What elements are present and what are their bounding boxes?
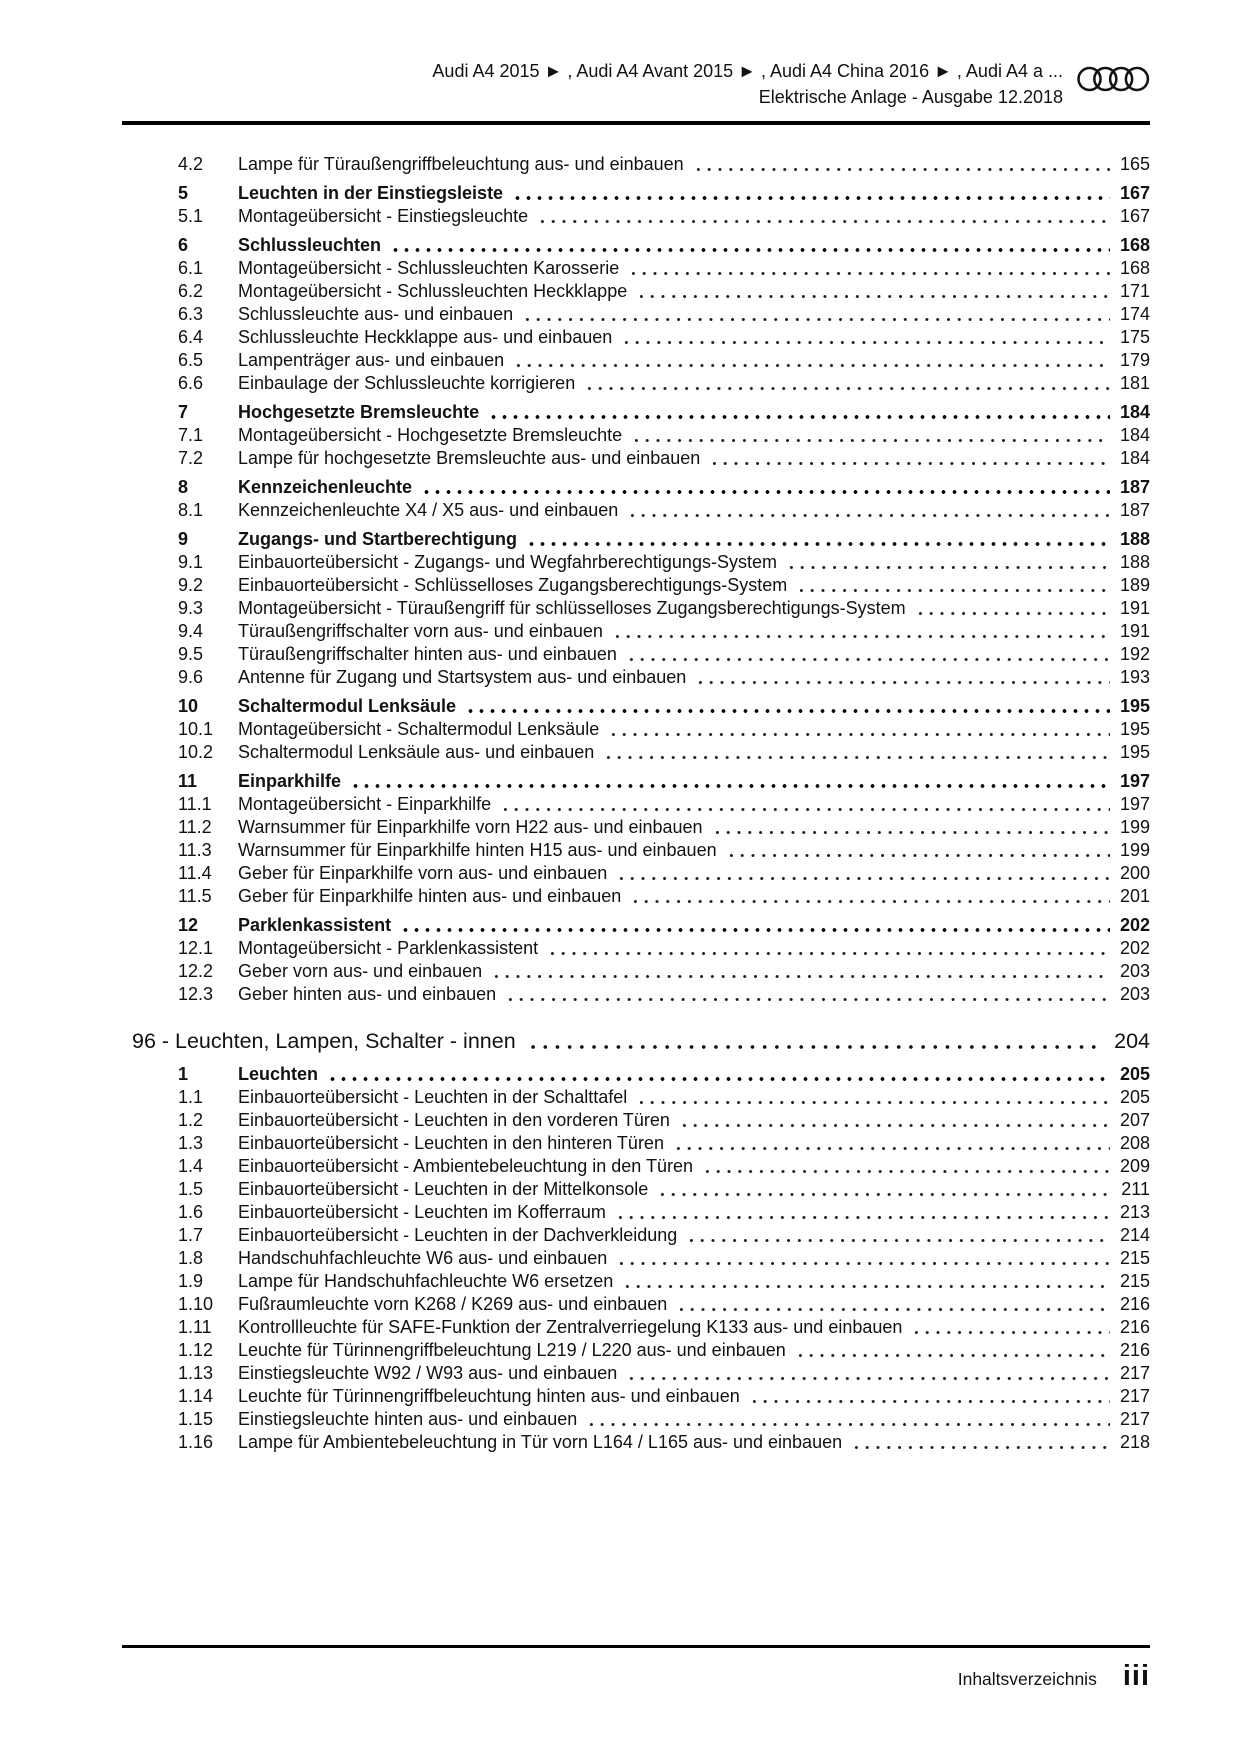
toc-entry-title: Einbauorteübersicht - Leuchten in der Schalttafel — [238, 1087, 628, 1107]
toc-entry-page: 204 — [1114, 1029, 1150, 1053]
toc-row — [122, 1408, 1150, 1431]
toc-entry-number: 10 — [178, 696, 199, 716]
toc-entry-title: Montageübersicht - Schaltermodul Lenksäule — [238, 719, 600, 739]
toc-entry-page: 167 — [1119, 183, 1150, 203]
dot-leader — [693, 666, 1110, 689]
toc-entry-title: Kennzeichenleuchte — [238, 477, 413, 497]
toc-entry-page: 188 — [1119, 529, 1150, 549]
toc-entry-number: 1.10 — [178, 1294, 214, 1314]
toc-row — [122, 326, 1150, 349]
toc-entry-page: 217 — [1119, 1386, 1150, 1406]
toc-entry-title: Leuchte für Türinnengriffbeleuchtung L219 / L220 aus- und einbauen — [238, 1340, 786, 1360]
toc-entry-number: 11.3 — [178, 840, 212, 860]
toc-entry-number: 12.2 — [178, 961, 214, 981]
toc-entry-page: 200 — [1119, 863, 1150, 883]
toc-entry-page: 216 — [1119, 1294, 1150, 1314]
toc-entry-title: Geber vorn aus- und einbauen — [238, 961, 483, 981]
toc-entry-title: Einbauorteübersicht - Schlüsselloses Zugangsberechtigungs-System — [238, 575, 788, 595]
toc-entry-number: 7 — [178, 402, 189, 422]
toc-entry-number: 5 — [178, 183, 189, 203]
toc-entry-number: 11.1 — [178, 794, 212, 814]
toc-entry-page: 195 — [1119, 696, 1150, 716]
toc-row — [122, 1132, 1150, 1155]
toc-entry-page: 215 — [1119, 1248, 1150, 1268]
toc-entry-title: Montageübersicht - Türaußengriff für schlüsselloses Zugangsberechtigungs-System — [238, 598, 906, 618]
toc-row — [122, 551, 1150, 574]
page-footer — [958, 1660, 1150, 1693]
toc-entry-page: 202 — [1119, 915, 1150, 935]
toc-entry-number: 8 — [178, 477, 189, 497]
dot-leader — [601, 741, 1110, 764]
toc-entry-page: 171 — [1119, 281, 1150, 301]
toc-entry-number: 1.16 — [178, 1432, 214, 1452]
toc-entry-page: 175 — [1119, 327, 1150, 347]
toc-entry-page: 167 — [1119, 206, 1150, 226]
toc-entry-title: Lampe für Türaußengriffbeleuchtung aus- und einbauen — [238, 154, 684, 174]
toc-entry-number: 1 — [178, 1064, 189, 1084]
toc-row — [122, 205, 1150, 228]
toc-entry-page: 179 — [1119, 350, 1150, 370]
dot-leader — [626, 257, 1110, 280]
toc-entry-page: 195 — [1119, 719, 1150, 739]
dot-leader — [671, 1132, 1110, 1155]
dot-leader — [674, 1293, 1110, 1316]
toc-entry-page: 209 — [1119, 1156, 1150, 1176]
toc-row — [122, 257, 1150, 280]
toc-entry-page: 192 — [1119, 644, 1150, 664]
toc-row — [122, 499, 1150, 522]
toc-entry-title: Einbauorteübersicht - Ambientebeleuchtung in den Türen — [238, 1156, 693, 1176]
dot-leader — [629, 424, 1110, 447]
toc-entry-title: Türaußengriffschalter vorn aus- und einbauen — [238, 621, 603, 641]
toc-row — [122, 1109, 1150, 1132]
toc-entry-page: 165 — [1119, 154, 1150, 174]
toc-entry-title: Schlussleuchte aus- und einbauen — [238, 304, 514, 324]
dot-leader — [489, 960, 1110, 983]
toc-entry-page: 201 — [1119, 886, 1150, 906]
page-header — [122, 58, 1150, 110]
dot-leader — [463, 695, 1110, 718]
footer-page-number: iii — [1122, 1660, 1150, 1692]
footer-label: Inhaltsverzeichnis — [957, 1669, 1097, 1689]
toc-entry-title: Warnsummer für Einparkhilfe hinten H15 aus- und einbauen — [238, 840, 717, 860]
audi-rings-logo — [1076, 64, 1150, 94]
dot-leader — [498, 793, 1110, 816]
toc-entry-page: 184 — [1119, 425, 1150, 445]
toc-entry-page: 218 — [1119, 1432, 1150, 1452]
toc-row — [122, 303, 1150, 326]
toc-entry-number: 8.1 — [178, 500, 204, 520]
toc-entry-title: Parklenkassistent — [238, 915, 392, 935]
toc-entry-number: 1.7 — [178, 1225, 204, 1245]
dot-leader — [655, 1178, 1110, 1201]
dot-leader — [620, 1270, 1110, 1293]
header-subtitle: Elektrische Anlage - Ausgabe 12.2018 — [758, 87, 1063, 107]
toc-entry-page: 215 — [1119, 1271, 1150, 1291]
dot-leader — [624, 643, 1110, 666]
toc-entry-number: 1.5 — [178, 1179, 204, 1199]
toc-entry-title: Kennzeichenleuchte X4 / X5 aus- und einbauen — [238, 500, 619, 520]
toc-entry-page: 184 — [1119, 448, 1150, 468]
toc-entry-title: Zugangs- und Startberechtigung — [238, 529, 517, 549]
toc-entry-number: 11 — [178, 771, 198, 791]
toc-entry-number: 11.4 — [178, 863, 212, 883]
toc-row — [122, 447, 1150, 470]
toc-row — [122, 1431, 1150, 1454]
toc-entry-title: Antenne für Zugang und Startsystem aus- und einbauen — [238, 667, 687, 687]
dot-leader — [520, 303, 1110, 326]
dot-leader — [610, 620, 1110, 643]
toc-entry-title: Montageübersicht - Parklenkassistent — [238, 938, 539, 958]
dot-leader — [628, 885, 1110, 908]
toc-entry-page: 193 — [1119, 667, 1150, 687]
toc-row — [122, 793, 1150, 816]
toc-entry-number: 9.4 — [178, 621, 204, 641]
toc-row — [122, 1339, 1150, 1362]
toc-entry-page: 199 — [1119, 817, 1150, 837]
toc-entry-title: Montageübersicht - Einstiegsleuchte — [238, 206, 529, 226]
dot-leader — [794, 574, 1110, 597]
toc-entry-number: 5.1 — [178, 206, 204, 226]
toc-entry-title: Fußraumleuchte vorn K268 / K269 aus- und einbauen — [238, 1294, 668, 1314]
toc-entry-number: 6.6 — [178, 373, 204, 393]
toc-entry-title: Schaltermodul Lenksäule aus- und einbauen — [238, 742, 595, 762]
toc-entry-title: Montageübersicht - Hochgesetzte Bremsleuchte — [238, 425, 623, 445]
toc-entry-number: 6.1 — [178, 258, 204, 278]
toc-entry-page: 216 — [1119, 1340, 1150, 1360]
toc-entry-page: 211 — [1121, 1179, 1150, 1199]
dot-leader — [684, 1224, 1110, 1247]
toc-entry-number: 1.2 — [178, 1110, 204, 1130]
toc-row — [122, 1224, 1150, 1247]
toc-row — [122, 424, 1150, 447]
toc-entry-number: 1.13 — [178, 1363, 214, 1383]
toc-row — [122, 741, 1150, 764]
toc-row — [122, 372, 1150, 395]
toc-list — [122, 153, 1150, 1454]
toc-entry-title: Türaußengriffschalter hinten aus- und einbauen — [238, 644, 617, 664]
toc-entry-page: 191 — [1119, 598, 1150, 618]
toc-row — [122, 914, 1150, 937]
toc-entry-page: 168 — [1119, 258, 1150, 278]
dot-leader — [584, 1408, 1110, 1431]
toc-entry-number: 6 — [178, 235, 189, 255]
toc-entry-page: 168 — [1119, 235, 1150, 255]
dot-leader — [606, 718, 1110, 741]
toc-entry-title: Montageübersicht - Schlussleuchten Karosserie — [238, 258, 620, 278]
toc-entry-title: Lampe für hochgesetzte Bremsleuchte aus- und einbauen — [238, 448, 701, 468]
toc-entry-page: 205 — [1119, 1064, 1150, 1084]
toc-row — [122, 1178, 1150, 1201]
toc-entry-title: Einbaulage der Schlussleuchte korrigieren — [238, 373, 576, 393]
toc-entry-title: Einparkhilfe — [238, 771, 342, 791]
toc-entry-page: 189 — [1119, 575, 1150, 595]
toc-entry-title: Einbauorteübersicht - Zugangs- und Wegfahrberechtigungs-System — [238, 552, 777, 572]
toc-row — [122, 1270, 1150, 1293]
toc-entry-title: Handschuhfachleuchte W6 aus- und einbauen — [238, 1248, 608, 1268]
toc-entry-title: Einbauorteübersicht - Leuchten in der Dachverkleidung — [238, 1225, 678, 1245]
toc-row — [122, 937, 1150, 960]
dot-leader — [388, 234, 1110, 257]
toc-row — [122, 718, 1150, 741]
toc-row — [122, 401, 1150, 424]
toc-entry-page: 195 — [1119, 742, 1150, 762]
toc-entry-number: 9.5 — [178, 644, 204, 664]
toc-entry-number: 9 — [178, 529, 189, 549]
toc-entry-title: Lampenträger aus- und einbauen — [238, 350, 505, 370]
toc-entry-number: 1.3 — [178, 1133, 204, 1153]
toc-entry-page: 197 — [1119, 794, 1150, 814]
toc-entry-page: 208 — [1119, 1133, 1150, 1153]
dot-leader — [325, 1063, 1110, 1086]
toc-entry-page: 214 — [1119, 1225, 1150, 1245]
toc-entry-number: 1.4 — [178, 1156, 204, 1176]
toc-entry-number: 12.3 — [178, 984, 214, 1004]
footer-divider — [122, 1645, 1150, 1648]
toc-row — [122, 234, 1150, 257]
dot-leader — [634, 1086, 1110, 1109]
toc-row — [122, 182, 1150, 205]
dot-leader — [523, 1027, 1102, 1056]
dot-leader — [747, 1385, 1110, 1408]
toc-entry-title: Einbauorteübersicht - Leuchten in den vorderen Türen — [238, 1110, 670, 1130]
toc-entry-page: 216 — [1119, 1317, 1150, 1337]
dot-leader — [849, 1431, 1110, 1454]
toc-entry-page: 199 — [1119, 840, 1150, 860]
dot-leader — [677, 1109, 1110, 1132]
toc-row — [122, 280, 1150, 303]
toc-entry-page: 205 — [1119, 1087, 1150, 1107]
dot-leader — [535, 205, 1110, 228]
dot-leader — [913, 597, 1110, 620]
toc-row — [122, 153, 1150, 176]
toc-entry-page: 217 — [1119, 1363, 1150, 1383]
toc-row — [122, 960, 1150, 983]
toc-entry-number: 10.1 — [178, 719, 214, 739]
toc-entry-title: Leuchte für Türinnengriffbeleuchtung hinten aus- und einbauen — [238, 1386, 740, 1406]
dot-leader — [511, 349, 1110, 372]
toc-entry-number: 12 — [178, 915, 199, 935]
dot-leader — [691, 153, 1110, 176]
dot-leader — [625, 499, 1110, 522]
dot-leader — [784, 551, 1110, 574]
toc-entry-number: 1.6 — [178, 1202, 204, 1222]
toc-row — [122, 1155, 1150, 1178]
toc-row — [122, 1027, 1150, 1056]
toc-entry-title: Kontrollleuchte für SAFE-Funktion der Zentralverriegelung K133 aus- und einbauen — [238, 1317, 903, 1337]
toc-entry-number: 9.2 — [178, 575, 204, 595]
dot-leader — [724, 839, 1110, 862]
toc-row — [122, 862, 1150, 885]
toc-entry-number: 6.2 — [178, 281, 204, 301]
toc-row — [122, 1063, 1150, 1086]
toc-entry-number: 1.8 — [178, 1248, 204, 1268]
toc-row — [122, 839, 1150, 862]
toc-row — [122, 349, 1150, 372]
toc-row — [122, 666, 1150, 689]
toc-entry-number: 7.1 — [178, 425, 204, 445]
toc-entry-title: Montageübersicht - Einparkhilfe — [238, 794, 492, 814]
toc-row — [122, 528, 1150, 551]
toc-entry-title: Montageübersicht - Schlussleuchten Heckklappe — [238, 281, 628, 301]
dot-leader — [510, 182, 1110, 205]
toc-row — [122, 885, 1150, 908]
toc-entry-title: Einstiegsleuchte hinten aus- und einbauen — [238, 1409, 578, 1429]
toc-entry-page: 207 — [1119, 1110, 1150, 1130]
dot-leader — [614, 1247, 1110, 1270]
toc-entry-title: Warnsummer für Einparkhilfe vorn H22 aus- und einbauen — [238, 817, 703, 837]
toc-row — [122, 1385, 1150, 1408]
toc-entry-number: 9.1 — [178, 552, 204, 572]
toc-entry-page: 181 — [1119, 373, 1150, 393]
toc-entry-page: 202 — [1119, 938, 1150, 958]
toc-entry-page: 187 — [1119, 477, 1150, 497]
toc-entry-number: 9.3 — [178, 598, 204, 618]
dot-leader — [707, 447, 1110, 470]
dot-leader — [700, 1155, 1110, 1178]
toc-row — [122, 1293, 1150, 1316]
dot-leader — [614, 862, 1110, 885]
toc-row — [122, 643, 1150, 666]
dot-leader — [582, 372, 1110, 395]
toc-entry-title: Einbauorteübersicht - Leuchten in der Mittelkonsole — [238, 1179, 649, 1199]
dot-leader — [710, 816, 1110, 839]
toc-entry-title: Lampe für Handschuhfachleuchte W6 ersetzen — [238, 1271, 614, 1291]
toc-entry-title: 96 - Leuchten, Lampen, Schalter - innen — [132, 1029, 516, 1053]
toc-entry-page: 213 — [1119, 1202, 1150, 1222]
dot-leader — [793, 1339, 1110, 1362]
toc-entry-number: 6.4 — [178, 327, 204, 347]
toc-entry-title: Lampe für Ambientebeleuchtung in Tür vorn L164 / L165 aus- und einbauen — [238, 1432, 843, 1452]
toc-entry-title: Einbauorteübersicht - Leuchten in den hinteren Türen — [238, 1133, 664, 1153]
toc-entry-title: Schlussleuchten — [238, 235, 382, 255]
toc-entry-number: 9.6 — [178, 667, 204, 687]
toc-entry-title: Einbauorteübersicht - Leuchten im Kofferraum — [238, 1202, 606, 1222]
toc-entry-number: 11.2 — [178, 817, 212, 837]
dot-leader — [613, 1201, 1110, 1224]
toc-entry-title: Geber für Einparkhilfe vorn aus- und einbauen — [238, 863, 608, 883]
toc-entry-title: Leuchten — [238, 1064, 319, 1084]
toc-entry-page: 191 — [1119, 621, 1150, 641]
toc-entry-page: 203 — [1119, 984, 1150, 1004]
toc-entry-page: 203 — [1119, 961, 1150, 981]
dot-leader — [398, 914, 1110, 937]
toc-entry-page: 187 — [1119, 500, 1150, 520]
toc-row — [122, 620, 1150, 643]
dot-leader — [624, 1362, 1110, 1385]
toc-entry-number: 1.14 — [178, 1386, 214, 1406]
toc-entry-number: 11.5 — [178, 886, 212, 906]
toc-entry-title: Geber für Einparkhilfe hinten aus- und einbauen — [238, 886, 622, 906]
toc-row — [122, 476, 1150, 499]
toc-entry-title: Geber hinten aus- und einbauen — [238, 984, 497, 1004]
toc-entry-page: 174 — [1119, 304, 1150, 324]
toc-entry-number: 10.2 — [178, 742, 214, 762]
toc-entry-number: 4.2 — [178, 154, 204, 174]
toc-entry-page: 184 — [1119, 402, 1150, 422]
toc-entry-number: 1.12 — [178, 1340, 214, 1360]
dot-leader — [545, 937, 1110, 960]
toc-row — [122, 983, 1150, 1006]
toc-entry-page: 197 — [1119, 771, 1150, 791]
header-models-line: Audi A4 2015 ► , Audi A4 Avant 2015 ► , Audi A4 China 2016 ► , Audi A4 a ... — [432, 61, 1063, 81]
toc-row — [122, 597, 1150, 620]
dot-leader — [524, 528, 1110, 551]
toc-entry-title: Hochgesetzte Bremsleuchte — [238, 402, 480, 422]
toc-row — [122, 1247, 1150, 1270]
toc-entry-number: 6.3 — [178, 304, 204, 324]
dot-leader — [503, 983, 1110, 1006]
toc-entry-number: 1.1 — [178, 1087, 204, 1107]
toc-entry-title: Schaltermodul Lenksäule — [238, 696, 457, 716]
header-divider — [122, 121, 1150, 125]
toc-entry-title: Schlussleuchte Heckklappe aus- und einbauen — [238, 327, 613, 347]
dot-leader — [419, 476, 1110, 499]
toc-row — [122, 574, 1150, 597]
dot-leader — [634, 280, 1110, 303]
toc-entry-title: Einstiegsleuchte W92 / W93 aus- und einbauen — [238, 1363, 618, 1383]
toc-row — [122, 1362, 1150, 1385]
toc-entry-number: 6.5 — [178, 350, 204, 370]
dot-leader — [486, 401, 1110, 424]
toc-entry-number: 1.11 — [178, 1317, 212, 1337]
toc-entry-page: 188 — [1119, 552, 1150, 572]
dot-leader — [619, 326, 1110, 349]
toc-entry-number: 1.15 — [178, 1409, 214, 1429]
toc-row — [122, 1316, 1150, 1339]
toc-row — [122, 1201, 1150, 1224]
toc-row — [122, 1086, 1150, 1109]
toc-row — [122, 695, 1150, 718]
toc-entry-number: 12.1 — [178, 938, 214, 958]
toc-entry-number: 1.9 — [178, 1271, 204, 1291]
toc-entry-page: 217 — [1119, 1409, 1150, 1429]
toc-row — [122, 770, 1150, 793]
toc-row — [122, 816, 1150, 839]
toc-entry-number: 7.2 — [178, 448, 204, 468]
toc-entry-title: Leuchten in der Einstiegsleiste — [238, 183, 504, 203]
dot-leader — [909, 1316, 1110, 1339]
dot-leader — [348, 770, 1110, 793]
